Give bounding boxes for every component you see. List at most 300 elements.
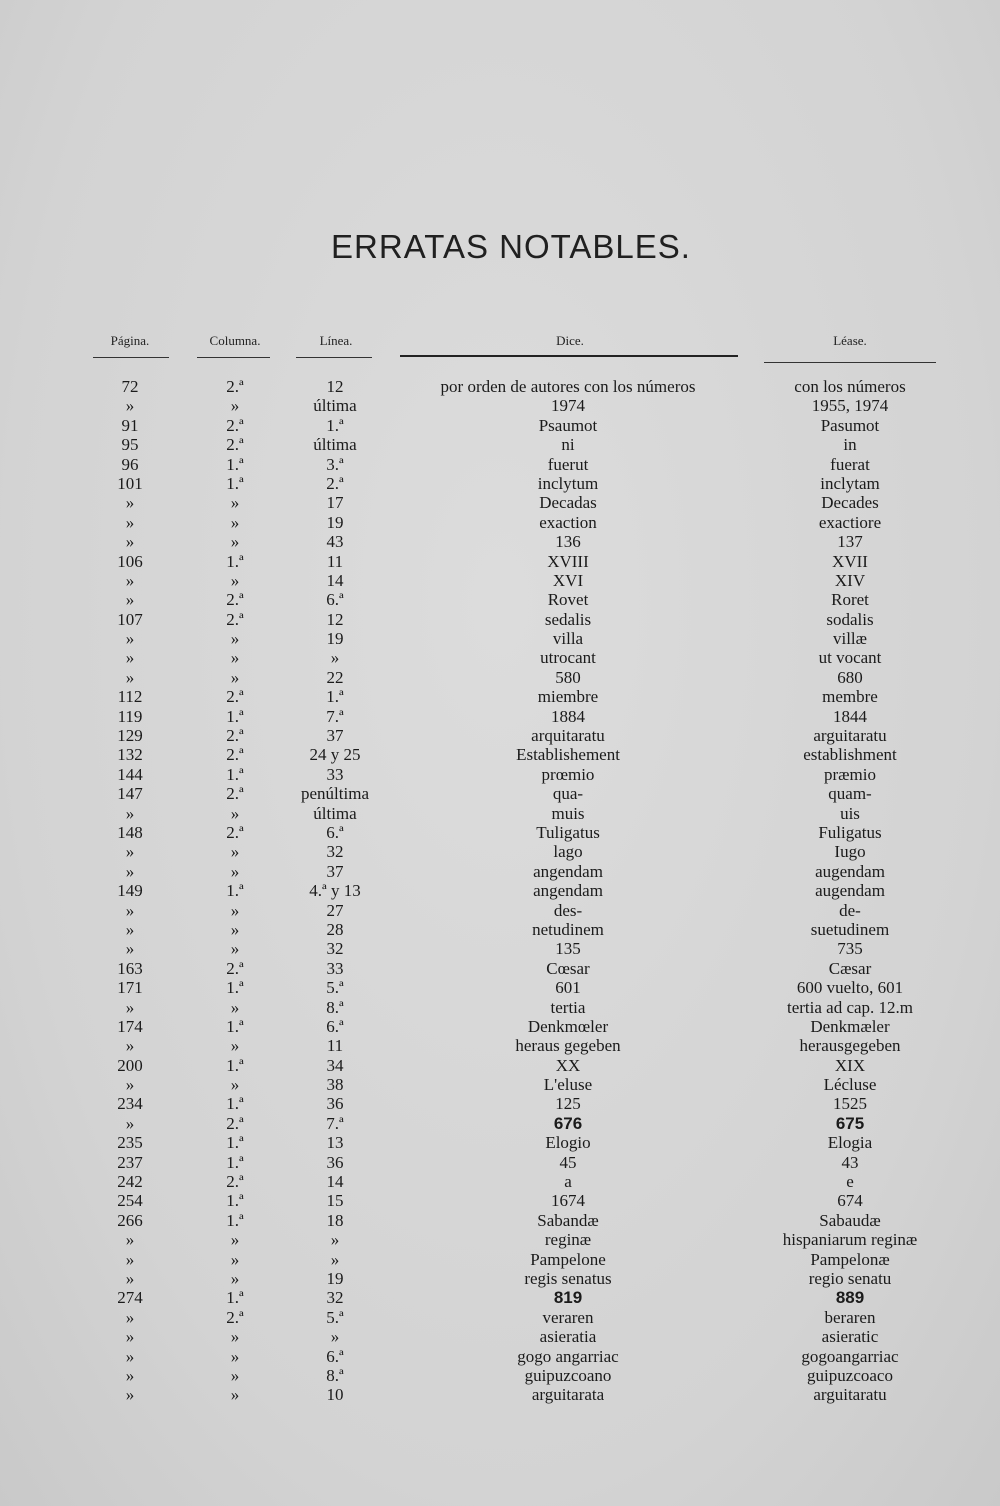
cell-pagina: 72 bbox=[121, 377, 139, 396]
cell-linea: 8.ª bbox=[326, 1365, 344, 1385]
cell-lease: augendam bbox=[815, 881, 885, 901]
header-columna: Columna. bbox=[209, 333, 261, 348]
cell-columna: » bbox=[230, 1036, 240, 1056]
cell-columna: 1.ª bbox=[226, 881, 244, 901]
cell-linea: 1.ª bbox=[326, 687, 344, 707]
cell-pagina: » bbox=[125, 396, 135, 416]
cell-linea: 5.ª bbox=[326, 1307, 344, 1327]
cell-linea: 19 bbox=[326, 629, 344, 649]
cell-dice: angendam bbox=[533, 861, 603, 881]
table-row bbox=[0, 687, 1000, 706]
cell-pagina: » bbox=[125, 1346, 135, 1366]
cell-lease: 680 bbox=[837, 667, 863, 687]
cell-pagina: 147 bbox=[117, 784, 143, 804]
cell-dice: Pampelone bbox=[530, 1249, 606, 1269]
cell-dice: asieratia bbox=[539, 1327, 597, 1347]
cell-lease: gogoangarriac bbox=[801, 1346, 899, 1366]
cell-pagina: » bbox=[125, 1249, 135, 1269]
cell-columna: » bbox=[230, 861, 240, 881]
cell-columna: 2.ª bbox=[226, 590, 244, 610]
cell-linea: 15 bbox=[326, 1191, 344, 1211]
table-row bbox=[0, 745, 1000, 764]
cell-linea: 1.ª bbox=[326, 415, 344, 435]
table-row bbox=[0, 1308, 1000, 1327]
cell-pagina: » bbox=[125, 512, 135, 532]
cell-lease: Iugo bbox=[834, 842, 866, 862]
cell-linea: 28 bbox=[326, 919, 344, 939]
cell-columna: » bbox=[230, 842, 240, 862]
cell-lease: arguitaratu bbox=[813, 1385, 887, 1405]
cell-linea: 14 bbox=[326, 1172, 344, 1192]
cell-columna: 2.ª bbox=[226, 1172, 244, 1192]
cell-dice: Elogio bbox=[545, 1133, 591, 1153]
cell-linea: 37 bbox=[326, 726, 344, 746]
rule-linea bbox=[296, 357, 372, 358]
cell-lease: augendam bbox=[815, 861, 885, 881]
cell-columna: 1.ª bbox=[226, 551, 244, 571]
cell-pagina: 235 bbox=[117, 1133, 143, 1153]
cell-dice: por orden de autores con los números bbox=[440, 377, 696, 396]
table-row bbox=[0, 920, 1000, 939]
cell-dice: 136 bbox=[555, 532, 581, 552]
header-lease: Léase. bbox=[833, 333, 867, 348]
cell-dice: gogo angarriac bbox=[517, 1346, 619, 1366]
cell-dice: utrocant bbox=[540, 648, 596, 668]
cell-columna: 2.ª bbox=[226, 377, 244, 396]
cell-linea: 14 bbox=[326, 570, 344, 590]
cell-columna: » bbox=[230, 1365, 240, 1385]
cell-columna: » bbox=[230, 1075, 240, 1095]
cell-linea: 6.ª bbox=[326, 1346, 344, 1366]
cell-columna: 1.ª bbox=[226, 978, 244, 998]
cell-lease: Pasumot bbox=[820, 415, 880, 435]
table-row bbox=[0, 1056, 1000, 1075]
cell-pagina: 163 bbox=[117, 958, 143, 978]
table-row bbox=[0, 1017, 1000, 1036]
table-row bbox=[0, 901, 1000, 920]
cell-dice: ni bbox=[561, 435, 575, 455]
cell-pagina: » bbox=[125, 803, 135, 823]
cell-pagina: 174 bbox=[117, 1016, 143, 1036]
cell-linea: 8.ª bbox=[326, 997, 344, 1017]
cell-linea: 36 bbox=[326, 1094, 344, 1114]
table-row bbox=[0, 862, 1000, 881]
cell-linea: 7.ª bbox=[326, 706, 344, 726]
cell-pagina: » bbox=[125, 590, 135, 610]
cell-lease: regio senatu bbox=[808, 1268, 892, 1288]
cell-columna: 2.ª bbox=[226, 609, 244, 629]
cell-lease: suetudinem bbox=[810, 919, 890, 939]
cell-lease: guipuzcoaco bbox=[807, 1365, 893, 1385]
cell-pagina: 237 bbox=[117, 1152, 143, 1172]
cell-columna: » bbox=[230, 939, 240, 959]
cell-lease: Fuligatus bbox=[818, 822, 882, 842]
cell-columna: » bbox=[230, 1346, 240, 1366]
cell-pagina: » bbox=[125, 570, 135, 590]
cell-dice: villa bbox=[552, 629, 584, 649]
cell-lease: præmio bbox=[824, 764, 876, 784]
table-row bbox=[0, 1114, 1000, 1133]
table-row bbox=[0, 1327, 1000, 1346]
cell-lease: XIX bbox=[834, 1055, 866, 1075]
cell-columna: 1.ª bbox=[226, 706, 244, 726]
cell-lease: Lécluse bbox=[823, 1075, 877, 1095]
cell-columna: 2.ª bbox=[226, 415, 244, 435]
cell-linea: 17 bbox=[326, 493, 344, 513]
cell-linea: 4.ª y 13 bbox=[309, 881, 361, 901]
cell-pagina: » bbox=[125, 629, 135, 649]
table-row bbox=[0, 493, 1000, 512]
cell-linea: 22 bbox=[326, 667, 344, 687]
cell-lease: tertia ad cap. 12.m bbox=[786, 997, 914, 1017]
cell-columna: 2.ª bbox=[226, 435, 244, 455]
cell-linea: » bbox=[330, 1249, 340, 1269]
cell-columna: » bbox=[230, 1385, 240, 1405]
cell-dice: regis senatus bbox=[524, 1268, 612, 1288]
cell-pagina: 107 bbox=[117, 609, 143, 629]
cell-columna: 2.ª bbox=[226, 1113, 244, 1133]
table-row bbox=[0, 513, 1000, 532]
cell-linea: 32 bbox=[326, 842, 344, 862]
cell-columna: 2.ª bbox=[226, 822, 244, 842]
cell-lease: uis bbox=[840, 803, 860, 823]
cell-lease: 735 bbox=[837, 939, 863, 959]
cell-lease: 674 bbox=[837, 1191, 863, 1211]
cell-dice: angendam bbox=[533, 881, 603, 901]
cell-pagina: 129 bbox=[117, 726, 143, 746]
table-row bbox=[0, 959, 1000, 978]
cell-lease: villæ bbox=[832, 629, 867, 649]
table-row bbox=[0, 1036, 1000, 1055]
cell-dice: exaction bbox=[539, 512, 597, 532]
cell-dice: des- bbox=[553, 900, 583, 920]
cell-pagina: » bbox=[125, 493, 135, 513]
cell-dice: sedalis bbox=[544, 609, 592, 629]
cell-linea: 6.ª bbox=[326, 1016, 344, 1036]
cell-dice: Establishement bbox=[516, 745, 620, 765]
cell-columna: 2.ª bbox=[226, 1307, 244, 1327]
cell-pagina: » bbox=[125, 667, 135, 687]
cell-linea: 7.ª bbox=[326, 1113, 344, 1133]
cell-pagina: » bbox=[125, 1230, 135, 1250]
cell-dice: XVI bbox=[552, 570, 584, 590]
cell-linea: 38 bbox=[326, 1075, 344, 1095]
cell-linea: » bbox=[330, 1230, 340, 1250]
cell-lease: herausgegeben bbox=[799, 1036, 901, 1056]
cell-lease: 1955, 1974 bbox=[811, 396, 889, 416]
cell-linea: 13 bbox=[326, 1133, 344, 1153]
table-row bbox=[0, 804, 1000, 823]
cell-pagina: 96 bbox=[121, 454, 139, 474]
cell-lease: 1844 bbox=[833, 706, 867, 726]
cell-linea: 10 bbox=[326, 1385, 344, 1405]
cell-linea: última bbox=[313, 803, 357, 823]
table-row bbox=[0, 1347, 1000, 1366]
cell-linea: 34 bbox=[326, 1055, 344, 1075]
cell-dice: 601 bbox=[555, 978, 581, 998]
cell-pagina: 119 bbox=[117, 706, 143, 726]
header-linea: Línea. bbox=[319, 333, 353, 348]
cell-columna: 2.ª bbox=[226, 745, 244, 765]
cell-columna: » bbox=[230, 1327, 240, 1347]
cell-lease: 43 bbox=[841, 1152, 859, 1172]
cell-dice: Cœsar bbox=[546, 958, 590, 978]
cell-columna: » bbox=[230, 997, 240, 1017]
table-row bbox=[0, 610, 1000, 629]
cell-lease: arguitaratu bbox=[813, 726, 887, 746]
cell-dice: Rovet bbox=[547, 590, 589, 610]
table-row bbox=[0, 590, 1000, 609]
cell-lease: asieratic bbox=[821, 1327, 879, 1347]
cell-lease: membre bbox=[822, 687, 878, 707]
cell-dice: Psaumot bbox=[538, 415, 598, 435]
cell-pagina: 234 bbox=[117, 1094, 143, 1114]
cell-pagina: 242 bbox=[117, 1172, 143, 1192]
cell-pagina: » bbox=[125, 997, 135, 1017]
cell-lease: 600 vuelto, 601 bbox=[796, 978, 904, 998]
cell-linea: 18 bbox=[326, 1210, 344, 1230]
table-row bbox=[0, 881, 1000, 900]
cell-lease: establishment bbox=[803, 745, 897, 765]
cell-pagina: 106 bbox=[117, 551, 143, 571]
table-row bbox=[0, 998, 1000, 1017]
cell-lease: 889 bbox=[835, 1288, 865, 1308]
cell-lease: Elogia bbox=[827, 1133, 873, 1153]
cell-columna: 2.ª bbox=[226, 784, 244, 804]
table-row bbox=[0, 823, 1000, 842]
cell-columna: 1.ª bbox=[226, 1288, 244, 1308]
cell-pagina: 132 bbox=[117, 745, 143, 765]
cell-dice: 819 bbox=[553, 1288, 583, 1308]
cell-linea: 2.ª bbox=[326, 473, 344, 493]
cell-linea: 33 bbox=[326, 764, 344, 784]
cell-columna: 1.ª bbox=[226, 454, 244, 474]
cell-pagina: 171 bbox=[117, 978, 143, 998]
cell-lease: inclytam bbox=[820, 473, 880, 493]
rule-columna bbox=[197, 357, 270, 358]
cell-linea: 37 bbox=[326, 861, 344, 881]
cell-linea: 3.ª bbox=[326, 454, 344, 474]
table-row bbox=[0, 1230, 1000, 1249]
cell-dice: 1974 bbox=[551, 396, 585, 416]
cell-linea: » bbox=[330, 1327, 340, 1347]
cell-columna: » bbox=[230, 532, 240, 552]
cell-dice: veraren bbox=[542, 1307, 594, 1327]
cell-lease: e bbox=[846, 1172, 854, 1192]
table-row bbox=[0, 532, 1000, 551]
cell-columna: 2.ª bbox=[226, 687, 244, 707]
cell-linea: última bbox=[313, 435, 357, 455]
table-row bbox=[0, 842, 1000, 861]
cell-lease: Denkmæler bbox=[810, 1016, 890, 1036]
cell-linea: 11 bbox=[326, 551, 344, 571]
table-row bbox=[0, 1269, 1000, 1288]
table-row bbox=[0, 1094, 1000, 1113]
cell-dice: Denkmœler bbox=[527, 1016, 609, 1036]
cell-linea: 6.ª bbox=[326, 590, 344, 610]
cell-pagina: » bbox=[125, 1113, 135, 1133]
table-row bbox=[0, 1385, 1000, 1404]
table-row bbox=[0, 1075, 1000, 1094]
cell-pagina: 95 bbox=[121, 435, 139, 455]
cell-columna: » bbox=[230, 1249, 240, 1269]
cell-dice: qua- bbox=[552, 784, 584, 804]
cell-dice: 1674 bbox=[551, 1191, 585, 1211]
cell-columna: » bbox=[230, 667, 240, 687]
cell-dice: Tuligatus bbox=[536, 822, 600, 842]
cell-dice: 676 bbox=[553, 1113, 583, 1133]
cell-lease: in bbox=[843, 435, 857, 455]
cell-pagina: 91 bbox=[121, 415, 139, 435]
cell-columna: 1.ª bbox=[226, 1210, 244, 1230]
table-row bbox=[0, 1153, 1000, 1172]
cell-lease: 1525 bbox=[833, 1094, 867, 1114]
cell-dice: 125 bbox=[555, 1094, 581, 1114]
cell-columna: 1.ª bbox=[226, 1016, 244, 1036]
cell-pagina: » bbox=[125, 1365, 135, 1385]
page-title: ERRATAS NOTABLES. bbox=[331, 228, 691, 265]
header-dice: Dice. bbox=[556, 333, 584, 348]
cell-pagina: 266 bbox=[117, 1210, 143, 1230]
cell-lease: XIV bbox=[834, 570, 866, 590]
cell-lease: Cæsar bbox=[828, 958, 872, 978]
table-row bbox=[0, 377, 1000, 396]
table-row bbox=[0, 1133, 1000, 1152]
cell-linea: 24 y 25 bbox=[309, 745, 361, 765]
cell-columna: » bbox=[230, 900, 240, 920]
cell-dice: muis bbox=[551, 803, 585, 823]
table-row bbox=[0, 455, 1000, 474]
cell-linea: penúltima bbox=[301, 784, 369, 804]
cell-lease: 675 bbox=[835, 1113, 865, 1133]
table-row bbox=[0, 939, 1000, 958]
table-row bbox=[0, 648, 1000, 667]
cell-linea: 19 bbox=[326, 1268, 344, 1288]
cell-pagina: 200 bbox=[117, 1055, 143, 1075]
cell-dice: tertia bbox=[550, 997, 586, 1017]
cell-linea: 19 bbox=[326, 512, 344, 532]
table-row bbox=[0, 765, 1000, 784]
cell-linea: 32 bbox=[326, 939, 344, 959]
cell-lease: Sabaudæ bbox=[819, 1210, 881, 1230]
cell-pagina: » bbox=[125, 939, 135, 959]
cell-columna: » bbox=[230, 570, 240, 590]
cell-dice: XVIII bbox=[547, 551, 589, 571]
table-row bbox=[0, 435, 1000, 454]
cell-pagina: » bbox=[125, 648, 135, 668]
cell-columna: 1.ª bbox=[226, 1094, 244, 1114]
cell-dice: lago bbox=[553, 842, 583, 862]
cell-dice: Decadas bbox=[539, 493, 597, 513]
cell-pagina: 148 bbox=[117, 822, 143, 842]
rule-pagina bbox=[93, 357, 169, 358]
cell-linea: última bbox=[313, 396, 357, 416]
cell-linea: » bbox=[330, 648, 340, 668]
cell-dice: 1884 bbox=[551, 706, 585, 726]
table-row bbox=[0, 1211, 1000, 1230]
cell-lease: fuerat bbox=[830, 454, 870, 474]
cell-dice: 45 bbox=[559, 1152, 577, 1172]
cell-lease: Pampelonæ bbox=[810, 1249, 890, 1269]
cell-dice: prœmio bbox=[541, 764, 595, 784]
cell-lease: Decades bbox=[821, 493, 879, 513]
cell-dice: netudinem bbox=[532, 919, 604, 939]
cell-columna: 1.ª bbox=[226, 1133, 244, 1153]
cell-lease: XVII bbox=[832, 551, 868, 571]
cell-linea: 6.ª bbox=[326, 822, 344, 842]
cell-pagina: » bbox=[125, 919, 135, 939]
table-row bbox=[0, 784, 1000, 803]
table-row bbox=[0, 474, 1000, 493]
cell-dice: XX bbox=[555, 1055, 581, 1075]
cell-pagina: » bbox=[125, 1307, 135, 1327]
cell-columna: » bbox=[230, 919, 240, 939]
cell-columna: » bbox=[230, 493, 240, 513]
cell-dice: reginæ bbox=[544, 1230, 592, 1250]
cell-lease: con los números bbox=[794, 377, 906, 396]
cell-dice: arguitarata bbox=[531, 1385, 605, 1405]
table-row bbox=[0, 978, 1000, 997]
cell-dice: heraus gegeben bbox=[515, 1036, 621, 1056]
table-row bbox=[0, 629, 1000, 648]
table-row bbox=[0, 1366, 1000, 1385]
cell-dice: inclytum bbox=[537, 473, 599, 493]
cell-pagina: 254 bbox=[117, 1191, 143, 1211]
cell-columna: 1.ª bbox=[226, 1152, 244, 1172]
cell-pagina: 144 bbox=[117, 764, 143, 784]
table-row bbox=[0, 552, 1000, 571]
cell-dice: arquitaratu bbox=[531, 726, 605, 746]
cell-columna: 2.ª bbox=[226, 726, 244, 746]
cell-linea: 12 bbox=[326, 377, 344, 396]
cell-linea: 12 bbox=[326, 609, 344, 629]
cell-lease: quam- bbox=[828, 784, 872, 804]
cell-columna: 2.ª bbox=[226, 958, 244, 978]
cell-pagina: » bbox=[125, 1385, 135, 1405]
cell-lease: sodalis bbox=[826, 609, 874, 629]
cell-columna: » bbox=[230, 1230, 240, 1250]
cell-columna: » bbox=[230, 629, 240, 649]
cell-columna: 1.ª bbox=[226, 1055, 244, 1075]
cell-pagina: » bbox=[125, 842, 135, 862]
cell-columna: 1.ª bbox=[226, 473, 244, 493]
table-row bbox=[0, 1288, 1000, 1307]
cell-pagina: » bbox=[125, 1268, 135, 1288]
cell-dice: fuerut bbox=[547, 454, 589, 474]
cell-columna: » bbox=[230, 1268, 240, 1288]
cell-pagina: 149 bbox=[117, 881, 143, 901]
cell-columna: » bbox=[230, 648, 240, 668]
table-row bbox=[0, 396, 1000, 415]
header-pagina: Página. bbox=[110, 333, 150, 348]
cell-columna: 1.ª bbox=[226, 764, 244, 784]
table-row bbox=[0, 726, 1000, 745]
cell-linea: 32 bbox=[326, 1288, 344, 1308]
table-row bbox=[0, 571, 1000, 590]
cell-columna: 1.ª bbox=[226, 1191, 244, 1211]
cell-pagina: 274 bbox=[117, 1288, 143, 1308]
cell-columna: » bbox=[230, 396, 240, 416]
cell-linea: 36 bbox=[326, 1152, 344, 1172]
cell-pagina: » bbox=[125, 1075, 135, 1095]
table-row bbox=[0, 1250, 1000, 1269]
cell-dice: Sabandæ bbox=[537, 1210, 599, 1230]
cell-linea: 11 bbox=[326, 1036, 344, 1056]
cell-dice: a bbox=[564, 1172, 572, 1192]
cell-linea: 33 bbox=[326, 958, 344, 978]
cell-dice: 135 bbox=[555, 939, 581, 959]
cell-lease: Roret bbox=[831, 590, 869, 610]
